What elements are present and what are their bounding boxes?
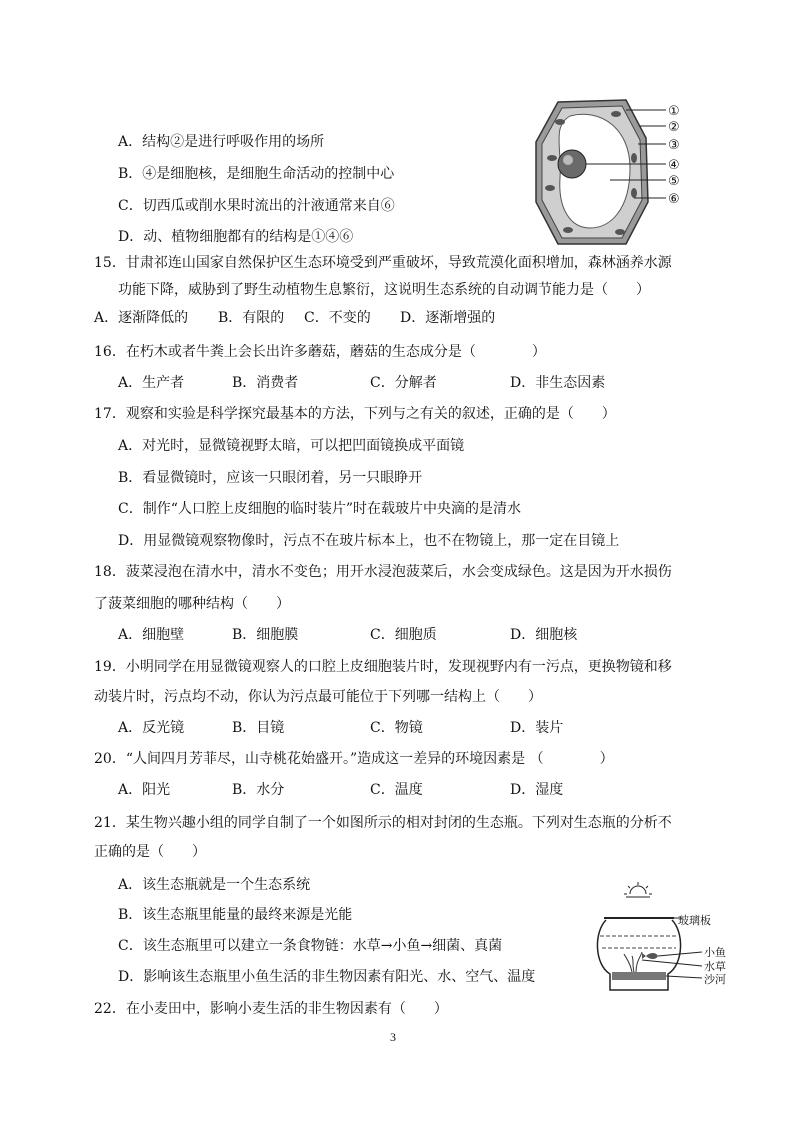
cell-label-4: ④: [668, 158, 680, 173]
q18-stem-line1: 18．菠菜浸泡在清水中，清水不变色；用开水浸泡菠菜后，水会变成绿色。这是因为开水损伤: [94, 564, 672, 580]
q21-stem-line1: 21．某生物兴趣小组的同学自制了一个如图所示的相对封闭的生态瓶。下列对生态瓶的分析不: [94, 815, 672, 831]
sun-icon: [624, 882, 652, 897]
q17-option-c: C．制作“人口腔上皮细胞的临时装片”时在载玻片中央滴的是清水: [118, 501, 522, 517]
label-glass-plate: 玻璃板: [678, 914, 711, 927]
q19-stem-line2: 动装片时，污点均不动，你认为污点最可能位于下列哪一结构上（ ）: [94, 689, 542, 705]
q17-option-b: B．看显微镜时，应该一只眼闭着，另一只眼睁开: [118, 470, 423, 486]
q19-stem-line1: 19．小明同学在用显微镜观察人的口腔上皮细胞装片时，发现视野内有一污点，更换物镜和移: [94, 659, 672, 675]
q18-option-a: A．细胞壁: [118, 627, 185, 643]
q15-stem-line2: 功能下降，威胁到了野生动植物生息繁衍，这说明生态系统的自动调节能力是（ ）: [118, 282, 650, 298]
q16-option-c: C．分解者: [370, 375, 437, 391]
q19-option-a: A．反光镜: [118, 720, 185, 736]
q19-option-c: C．物镜: [370, 720, 423, 736]
q21-option-b: B．该生态瓶里能量的最终来源是光能: [118, 907, 353, 923]
q21-option-c: C．该生态瓶里可以建立一条食物链：水草→小鱼→细菌、真菌: [118, 938, 503, 954]
q20-stem: 20．“人间四月芳菲尽，山寺桃花始盛开。”造成这一差异的环境因素是 （ ）: [94, 751, 614, 767]
q17-option-a: A．对光时，显微镜视野太暗，可以把凹面镜换成平面镜: [118, 438, 465, 454]
cell-label-6: ⑥: [668, 192, 680, 207]
q20-option-d: D．湿度: [510, 782, 564, 798]
q15-option-b: B．有限的: [218, 310, 285, 326]
q14-option-c: C．切西瓜或削水果时流出的汁液通常来自⑥: [118, 198, 395, 214]
q14-option-d: D．动、植物细胞都有的结构是①④⑥: [118, 229, 354, 245]
nucleus: [558, 150, 586, 178]
q14-option-a: A．结构②是进行呼吸作用的场所: [118, 134, 325, 150]
cell-label-5: ⑤: [668, 174, 680, 189]
q16-option-d: D．非生态因素: [510, 375, 606, 391]
label-fish: 小鱼: [704, 946, 726, 959]
label-sand: 沙河: [704, 973, 726, 986]
cell-label-1: ①: [668, 104, 680, 119]
q15-option-d: D．逐渐增强的: [400, 310, 496, 326]
ecosystem-bottle-diagram: [592, 880, 732, 1005]
q22-stem: 22．在小麦田中，影响小麦生活的非生物因素有（ ）: [94, 1001, 448, 1017]
q20-option-a: A．阳光: [118, 782, 171, 798]
q15-option-a: A．逐渐降低的: [94, 310, 189, 326]
label-plant: 水草: [704, 960, 726, 973]
q15-stem-line1: 15．甘肃祁连山国家自然保护区生态环境受到严重破坏，导致荒漠化面积增加，森林涵养水源: [94, 255, 672, 271]
q16-option-b: B．消费者: [232, 375, 299, 391]
q17-option-d: D．用显微镜观察物像时，污点不在玻片标本上，也不在物镜上，那一定在目镜上: [118, 533, 620, 549]
q16-option-a: A．生产者: [118, 375, 185, 391]
q20-option-b: B．水分: [232, 782, 285, 798]
q18-option-b: B．细胞膜: [232, 627, 299, 643]
q18-option-c: C．细胞质: [370, 627, 437, 643]
sand-layer: [612, 972, 666, 980]
q14-option-b: B．④是细胞核，是细胞生命活动的控制中心: [118, 166, 395, 182]
cell-label-2: ②: [668, 120, 680, 135]
plant-cell-diagram: [530, 98, 690, 248]
page-number: 3: [390, 1030, 396, 1044]
q18-stem-line2: 了菠菜细胞的哪种结构（ ）: [94, 596, 290, 612]
q20-option-c: C．温度: [370, 782, 423, 798]
q21-stem-line2: 正确的是（ ）: [94, 844, 206, 860]
fish-icon: [642, 953, 658, 959]
q17-stem: 17．观察和实验是科学探究最基本的方法，下列与之有关的叙述，正确的是（ ）: [94, 406, 616, 422]
q21-option-a: A．该生态瓶就是一个生态系统: [118, 877, 311, 893]
q21-option-d: D．影响该生态瓶里小鱼生活的非生物因素有阳光、水、空气、温度: [118, 969, 536, 985]
q15-option-c: C．不变的: [304, 310, 371, 326]
q16-stem: 16．在朽木或者牛粪上会长出许多蘑菇，蘑菇的生态成分是（ ）: [94, 344, 546, 360]
q18-option-d: D．细胞核: [510, 627, 578, 643]
q19-option-b: B．目镜: [232, 720, 285, 736]
q19-option-d: D．装片: [510, 720, 564, 736]
cell-label-3: ③: [668, 138, 680, 153]
